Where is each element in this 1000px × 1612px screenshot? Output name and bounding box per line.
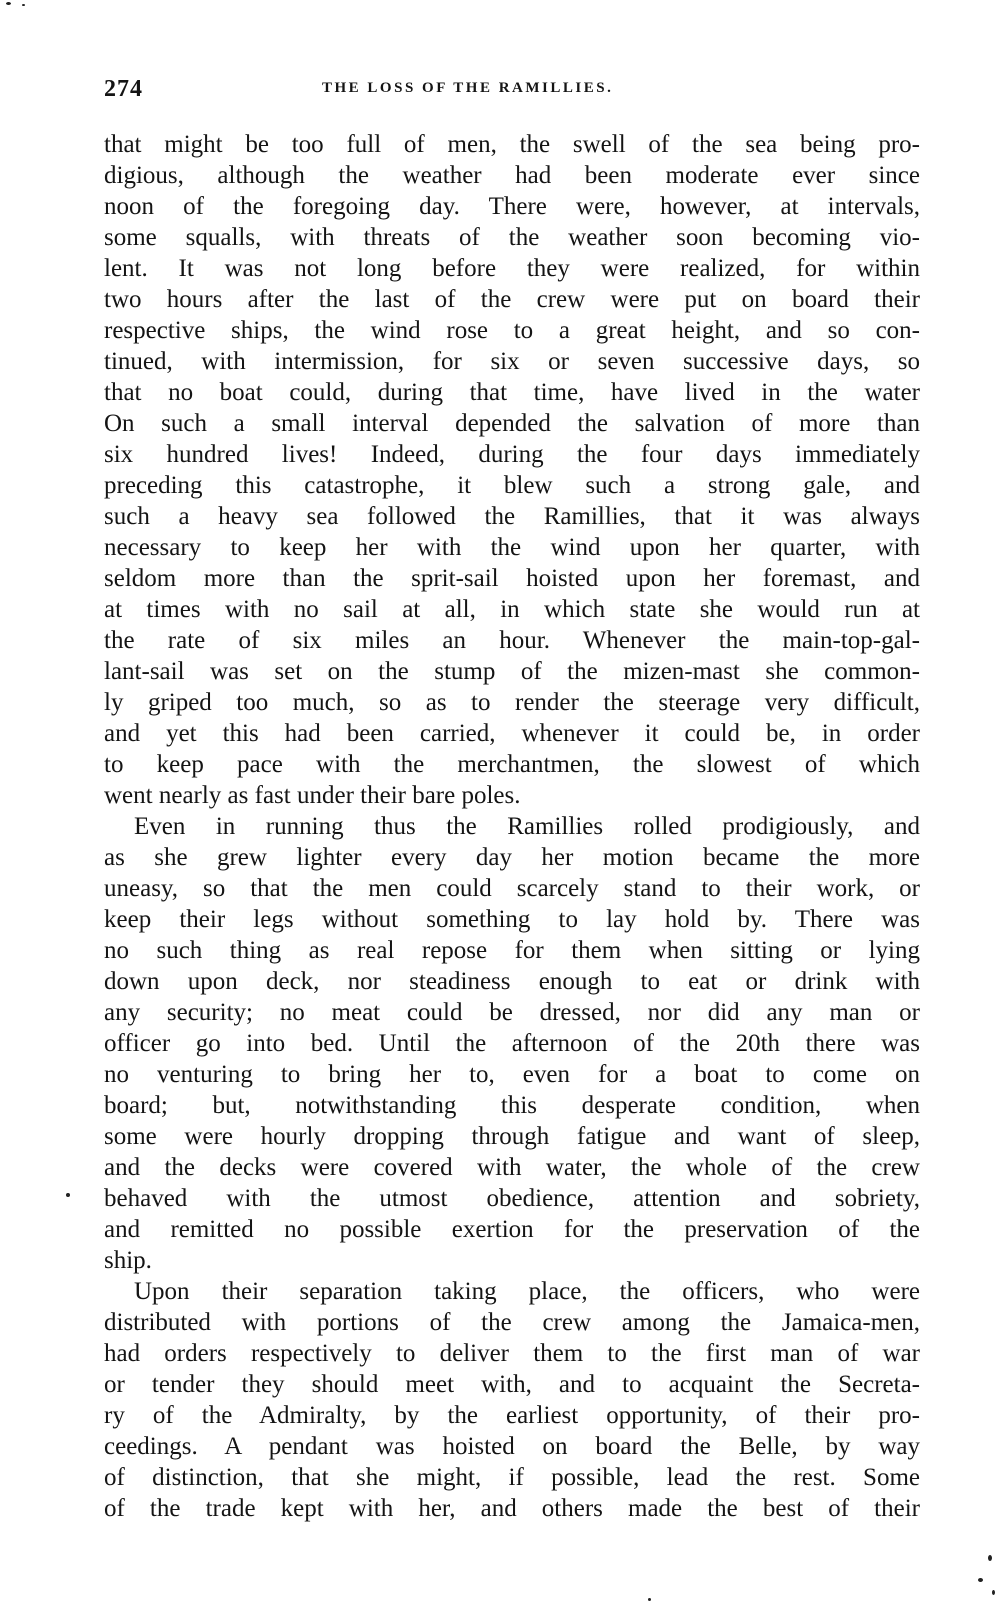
paragraph-end-line: went nearly as fast under their bare poles.	[104, 782, 521, 809]
scan-speck	[6, 2, 11, 5]
text-line: board; but, notwithstanding this desperate condition, when	[104, 1092, 920, 1119]
text-line: some were hourly dropping through fatigue and want of sleep,	[104, 1123, 920, 1150]
paragraph-start-line: Upon their separation taking place, the officers, who were	[134, 1278, 920, 1305]
text-line: necessary to keep her with the wind upon her quarter, with	[104, 534, 920, 561]
text-line: two hours after the last of the crew were put on board their	[104, 286, 920, 313]
running-title: THE LOSS OF THE RAMILLIES.	[322, 80, 614, 96]
text-line: no such thing as real repose for them when sitting or lying	[104, 937, 920, 964]
text-line: keep their legs without something to lay hold by. There was	[104, 906, 920, 933]
text-line: noon of the foregoing day. There were, however, at intervals,	[104, 193, 920, 220]
text-line: lant-sail was set on the stump of the mizen-mast she common-	[104, 658, 920, 685]
text-line: tinued, with intermission, for six or seven successive days, so	[104, 348, 920, 375]
text-line: lent. It was not long before they were realized, for within	[104, 255, 920, 282]
text-line: digious, although the weather had been moderate ever since	[104, 162, 920, 189]
body-text	[104, 129, 920, 1524]
scan-speck	[648, 1598, 651, 1601]
scan-speck	[978, 1578, 983, 1582]
text-line: uneasy, so that the men could scarcely stand to their work, or	[104, 875, 920, 902]
text-line: that no boat could, during that time, have lived in the water	[104, 379, 920, 406]
text-line: had orders respectively to deliver them to the first man of war	[104, 1340, 920, 1367]
text-line: officer go into bed. Until the afternoon of the 20th there was	[104, 1030, 920, 1057]
text-line: as she grew lighter every day her motion became the more	[104, 844, 920, 871]
text-line: to keep pace with the merchantmen, the slowest of which	[104, 751, 920, 778]
text-line: distributed with portions of the crew among the Jamaica-men,	[104, 1309, 920, 1336]
scan-speck	[22, 4, 25, 6]
text-line: and remitted no possible exertion for the preservation of the	[104, 1216, 920, 1243]
text-line: six hundred lives! Indeed, during the four days immediately	[104, 441, 920, 468]
text-line: preceding this catastrophe, it blew such a strong gale, and	[104, 472, 920, 499]
text-line: of distinction, that she might, if possible, lead the rest. Some	[104, 1464, 920, 1491]
text-line: and yet this had been carried, whenever it could be, in order	[104, 720, 920, 747]
text-line: such a heavy sea followed the Ramillies, that it was always	[104, 503, 920, 530]
text-line: at times with no sail at all, in which state she would run at	[104, 596, 920, 623]
text-line: or tender they should meet with, and to acquaint the Secreta-	[104, 1371, 920, 1398]
paragraph-end-line: ship.	[104, 1247, 152, 1274]
page-number: 274	[104, 76, 143, 102]
scan-speck	[66, 1193, 70, 1197]
scan-speck	[988, 1555, 992, 1561]
text-line: of the trade kept with her, and others made the best of their	[104, 1495, 920, 1522]
text-line: ceedings. A pendant was hoisted on board the Belle, by way	[104, 1433, 920, 1460]
text-line: any security; no meat could be dressed, nor did any man or	[104, 999, 920, 1026]
text-line: that might be too full of men, the swell of the sea being pro-	[104, 131, 920, 158]
scan-speck	[992, 1590, 995, 1595]
text-line: no venturing to bring her to, even for a boat to come on	[104, 1061, 920, 1088]
text-line: seldom more than the sprit-sail hoisted upon her foremast, and	[104, 565, 920, 592]
text-line: respective ships, the wind rose to a great height, and so con-	[104, 317, 920, 344]
text-line: ry of the Admiralty, by the earliest opportunity, of their pro-	[104, 1402, 920, 1429]
paragraph-start-line: Even in running thus the Ramillies rolled prodigiously, and	[134, 813, 920, 840]
text-line: ly griped too much, so as to render the steerage very difficult,	[104, 689, 920, 716]
page-header	[104, 76, 920, 106]
text-line: On such a small interval depended the salvation of more than	[104, 410, 920, 437]
text-line: the rate of six miles an hour. Whenever the main-top-gal-	[104, 627, 920, 654]
text-line: and the decks were covered with water, the whole of the crew	[104, 1154, 920, 1181]
text-line: some squalls, with threats of the weather soon becoming vio-	[104, 224, 920, 251]
text-line: down upon deck, nor steadiness enough to eat or drink with	[104, 968, 920, 995]
text-line: behaved with the utmost obedience, attention and sobriety,	[104, 1185, 920, 1212]
